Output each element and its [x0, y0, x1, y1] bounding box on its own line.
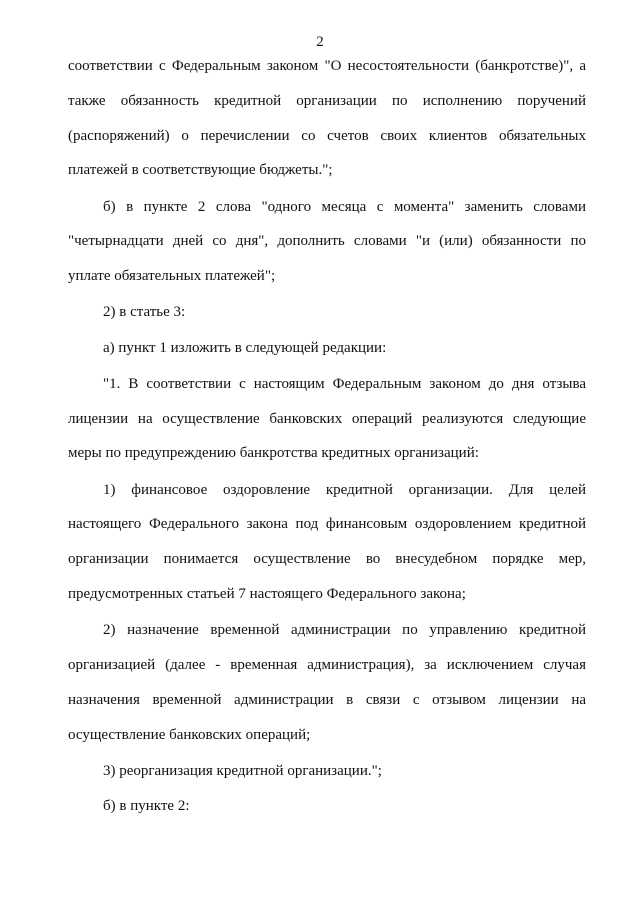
text-line: организацией (далее - временная администрация), за исключением случая: [68, 657, 586, 673]
text-line: 3) реорганизация кредитной организации.";: [103, 763, 382, 779]
text-line: уплате обязательных платежей";: [68, 268, 276, 284]
text-line: (распоряжений) о перечислении со счетов своих клиентов обязательных: [68, 128, 586, 144]
text-line: 1) финансовое оздоровление кредитной организации. Для целей: [103, 482, 586, 498]
text-line: а) пункт 1 изложить в следующей редакции:: [103, 340, 387, 356]
text-line: б) в пункте 2:: [103, 798, 190, 814]
text-line: осуществление банковских операций;: [68, 727, 311, 743]
text-line: организации понимается осуществление во внесудебном порядке мер,: [68, 551, 586, 567]
text-line: 2) в статье 3:: [103, 304, 186, 320]
text-line: меры по предупреждению банкротства кредитных организаций:: [68, 445, 479, 461]
text-line: лицензии на осуществление банковских операций реализуются следующие: [68, 411, 586, 427]
page-number: 2: [316, 34, 324, 50]
text-line: также обязанность кредитной организации по исполнению поручений: [68, 93, 586, 109]
text-line: настоящего Федерального закона под финансовым оздоровлением кредитной: [68, 516, 586, 532]
text-line: "четырнадцати дней со дня", дополнить словами "и (или) обязанности по: [68, 233, 586, 249]
text-line: платежей в соответствующие бюджеты.";: [68, 162, 333, 178]
text-line: предусмотренных статьей 7 настоящего Федерального закона;: [68, 586, 466, 602]
text-line: назначения временной администрации в связи с отзывом лицензии на: [68, 692, 586, 708]
text-line: 2) назначение временной администрации по управлению кредитной: [103, 622, 586, 638]
text-line: б) в пункте 2 слова "одного месяца с момента" заменить словами: [103, 199, 586, 215]
text-line: "1. В соответствии с настоящим Федеральным законом до дня отзыва: [103, 376, 586, 392]
text-line: соответствии с Федеральным законом "О несостоятельности (банкротстве)", а: [68, 58, 586, 74]
